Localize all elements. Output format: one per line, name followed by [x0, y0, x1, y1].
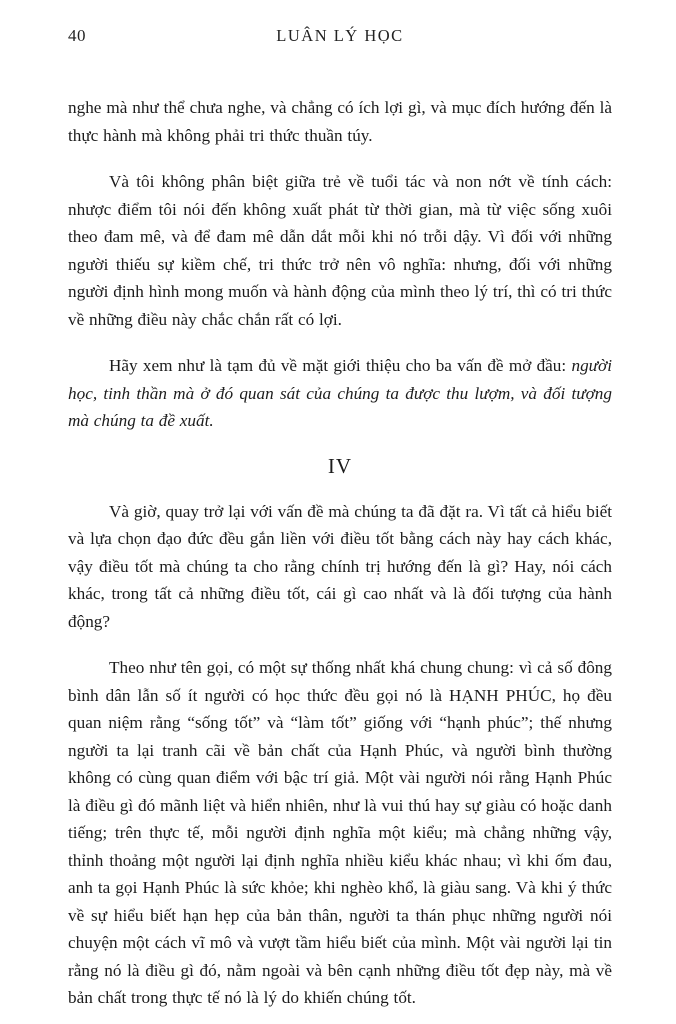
paragraph-continuation: nghe mà như thể chưa nghe, và chẳng có ích lợi gì, và mục đích hướng đến là thực hành mà không phải tri thức thuần túy. — [68, 98, 612, 145]
section-heading: IV — [327, 453, 353, 478]
body-text — [68, 94, 612, 1012]
paragraph-italic-text: người học, tinh thần mà ở đó quan sát của chúng ta được thu lượm, và đối tượng mà chúng ta đề xuất. — [68, 356, 612, 430]
running-header-title: LUÂN LÝ HỌC — [276, 26, 404, 45]
paragraph: Và tôi không phân biệt giữa trẻ về tuổi tác và non nớt về tính cách: nhược điểm tôi nói đến không xuất phát từ thời gian, mà từ việc sống xuôi theo đam mê, và để đam mê dẫn dắt mỗi khi nó trỗi dậy. Vì đối với những người thiếu sự kiềm chế, tri thức trở nên vô nghĩa: nhưng, đối với những người định hình mong muốn và hành động của mình theo lý trí, thì có tri thức về những điều này chắc chắn rất có lợi. — [68, 172, 612, 329]
paragraph: Và giờ, quay trở lại với vấn đề mà chúng ta đã đặt ra. Vì tất cả hiểu biết và lựa chọn đạo đức đều gắn liền với điều tốt bằng cách này hay cách khác, vậy điều tốt mà chúng ta cho rằng chính trị hướng đến là gì? Hay, nói cách khác, trong tất cả những điều tốt, cái gì cao nhất và là đối tượng của hành động? — [68, 501, 612, 631]
paragraph: Theo như tên gọi, có một sự thống nhất khá chung chung: vì cả số đông bình dân lẫn số ít người có học thức đều gọi nó là HẠNH PHÚC, họ đều quan niệm rằng “sống tốt” và “làm tốt” giống với “hạnh phúc”; thế nhưng người ta lại tranh cãi về bản chất của Hạnh Phúc, và người bình thường không có cùng quan điểm với bậc trí giả. Một vài người nói rằng Hạnh Phúc là điều gì đó mãnh liệt và hiển nhiên, như là vui thú hay sự giàu có hoặc danh tiếng; trên thực tế, mỗi người định nghĩa một kiểu; mà chẳng những vậy, thỉnh thoảng một người lại định nghĩa nhiều kiểu khác nhau; vì khi ốm đau, anh ta gọi Hạnh Phúc là sức khỏe; khi nghèo khổ, là giàu sang. Và khi ý thức về sự hiểu biết hạn hẹp của bản thân, người ta thán phục những người nói chuyện một cách vĩ mô và vượt tầm hiểu biết của mình. Một vài người lại tin rằng nó là điều gì đó, nằm ngoài và bên cạnh những điều tốt đẹp này, mà về bản chất trong thực tế nó là lý do khiến chúng tốt. — [68, 658, 612, 1007]
page-header — [68, 26, 612, 48]
paragraph — [68, 352, 612, 435]
paragraph-lead-text: Hãy xem như là tạm đủ về mặt giới thiệu cho ba vấn đề mở đầu: — [109, 356, 572, 375]
page-number: 40 — [68, 26, 86, 45]
